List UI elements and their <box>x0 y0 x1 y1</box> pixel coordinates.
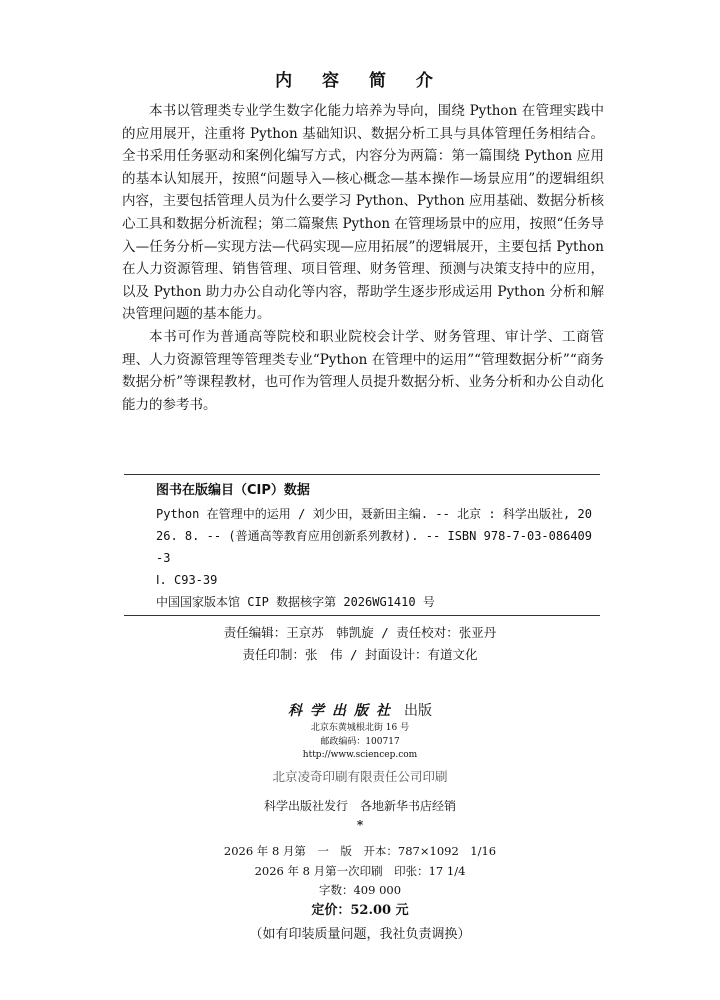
edition-info <box>0 842 720 901</box>
credits-editors: 责任编辑：王京苏 韩凯旋 / 责任校对：张亚丹 <box>223 625 497 640</box>
publisher-info <box>0 700 720 763</box>
printer-line: 北京凌奇印刷有限责任公司印刷 <box>272 769 448 784</box>
cip-body <box>156 503 592 613</box>
publisher-name <box>0 700 720 722</box>
credits-production: 责任印制：张 伟 / 封面设计：有道文化 <box>242 647 478 662</box>
cip-block <box>124 474 600 616</box>
cip-classification: Ⅰ. C93-39 <box>156 573 218 587</box>
cip-verification: 中国国家版本馆 CIP 数据核字第 2026WG1410 号 <box>156 595 435 609</box>
separator-star: * <box>356 818 364 832</box>
page-title: 内 容 简 介 <box>275 71 445 91</box>
intro-paragraph-2: 本书可作为普通高等院校和职业院校会计学、财务管理、审计学、工商管理、人力资源管理等管理类专业“Python 在管理中的运用”“管理数据分析”“商务数据分析”等课程教材，也可作为管理人员提升数据分析、业务分析和办公自动化能力的参考书。 <box>122 328 604 413</box>
cip-record: Python 在管理中的运用 / 刘少田，聂新田主编. -- 北京 : 科学出版社, 2026. 8. -- (普通高等教育应用创新系列教材). -- ISBN 978-7-03-086409-3 <box>156 507 592 565</box>
publisher-brand: 科学出版社 <box>288 703 398 719</box>
word-count: 字数：409 000 <box>318 883 402 897</box>
publisher-address: 北京东黄城根北街 16 号 <box>310 723 410 733</box>
printing-line: 2026 年 8 月第一次印刷 印张：17 1/4 <box>254 863 466 878</box>
publisher-suffix: 出版 <box>404 703 432 719</box>
cip-heading: 图书在版编目（CIP）数据 <box>156 483 310 498</box>
intro-paragraph-1: 本书以管理类专业学生数字化能力培养为导向，围绕 Python 在管理实践中的应用展开，注重将 Python 基础知识、数据分析工具与具体管理任务相结合。全书采用任务驱动和案例化编写方式，内容分为两篇：第一篇围绕 Python 应用的基本认知展开，按照“问题导入—核心概念—基本操作—场景应用”的逻辑组织内容，主要包括管理人员为什么要学习 Python、Python 应用基础、数据分析核心工具和数据分析流程；第二篇聚焦 Python 在管理场景中的应用，按照“任务导入—任务分析—实现方法—代码实现—应用拓展”的逻辑展开，主要包括 Python 在人力资源管理、销售管理、项目管理、财务管理、预测与决策支持中的应用，以及 Python 助力办公自动化等内容，帮助学生逐步形成运用 Python 分析和解决管理问题的基本能力。 <box>122 103 604 323</box>
publisher-postcode: 邮政编码：100717 <box>320 736 400 747</box>
introduction-text <box>122 100 604 416</box>
price: 定价：52.00 元 <box>311 903 409 918</box>
distribution-line: 科学出版社发行 各地新华书店经销 <box>263 799 456 813</box>
quality-note: （如有印装质量问题，我社负责调换） <box>249 927 471 942</box>
credits <box>0 622 720 666</box>
edition-line: 2026 年 8 月第 一 版 开本：787×1092 1/16 <box>223 844 497 858</box>
publisher-website: http://www.sciencep.com <box>302 750 418 760</box>
